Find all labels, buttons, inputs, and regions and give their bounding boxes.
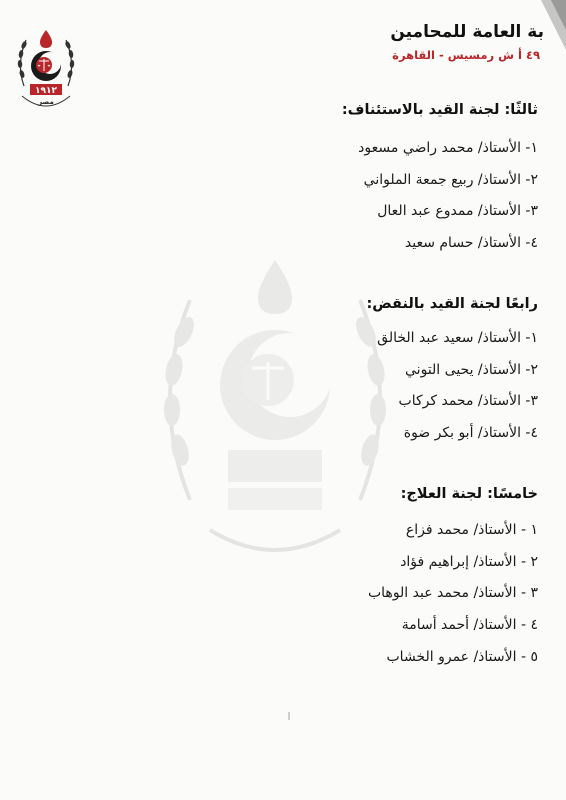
- svg-text:مصر: مصر: [38, 98, 54, 106]
- header-title: بة العامة للمحامين: [390, 22, 544, 42]
- header-address: ٤٩ أ ش رمسيس - القاهرة: [392, 48, 540, 62]
- list-item: ١- الأستاذ/ سعيد عبد الخالق: [377, 330, 538, 346]
- list-item: ٤ - الأستاذ/ أحمد أسامة: [401, 617, 538, 633]
- list-item: ٢- الأستاذ/ ربيع جمعة الملواني: [363, 172, 538, 188]
- list-item: ٤- الأستاذ/ أبو بكر ضوة: [403, 425, 538, 441]
- list-item: ١- الأستاذ/ محمد راضي مسعود: [358, 140, 538, 156]
- section-title-cassation-registration: رابعًا لجنة القيد بالنقض:: [366, 296, 538, 312]
- scan-mark: [288, 712, 290, 720]
- list-item: ٤- الأستاذ/ حسام سعيد: [404, 235, 538, 251]
- watermark-logo-icon: [150, 250, 400, 580]
- syndicate-logo-icon: [14, 24, 78, 114]
- list-item: ٣- الأستاذ/ محمد كركاب: [398, 393, 538, 409]
- section-title-appeal-registration: ثالثًا: لجنة القيد بالاستئناف:: [341, 102, 538, 118]
- list-item: ٣- الأستاذ/ ممدوع عبد العال: [377, 203, 538, 219]
- list-item: ٥ - الأستاذ/ عمرو الخشاب: [386, 649, 538, 665]
- list-item: ٢- الأستاذ/ يحيى التوني: [405, 362, 538, 378]
- list-item: ١ - الأستاذ/ محمد فزاع: [405, 522, 538, 538]
- section-title-treatment: خامسًا: لجنة العلاج:: [400, 486, 538, 502]
- list-item: ٢ - الأستاذ/ إبراهيم فؤاد: [400, 554, 538, 570]
- list-item: ٣ - الأستاذ/ محمد عبد الوهاب: [367, 585, 538, 601]
- svg-text:١٩١٢: ١٩١٢: [35, 86, 57, 96]
